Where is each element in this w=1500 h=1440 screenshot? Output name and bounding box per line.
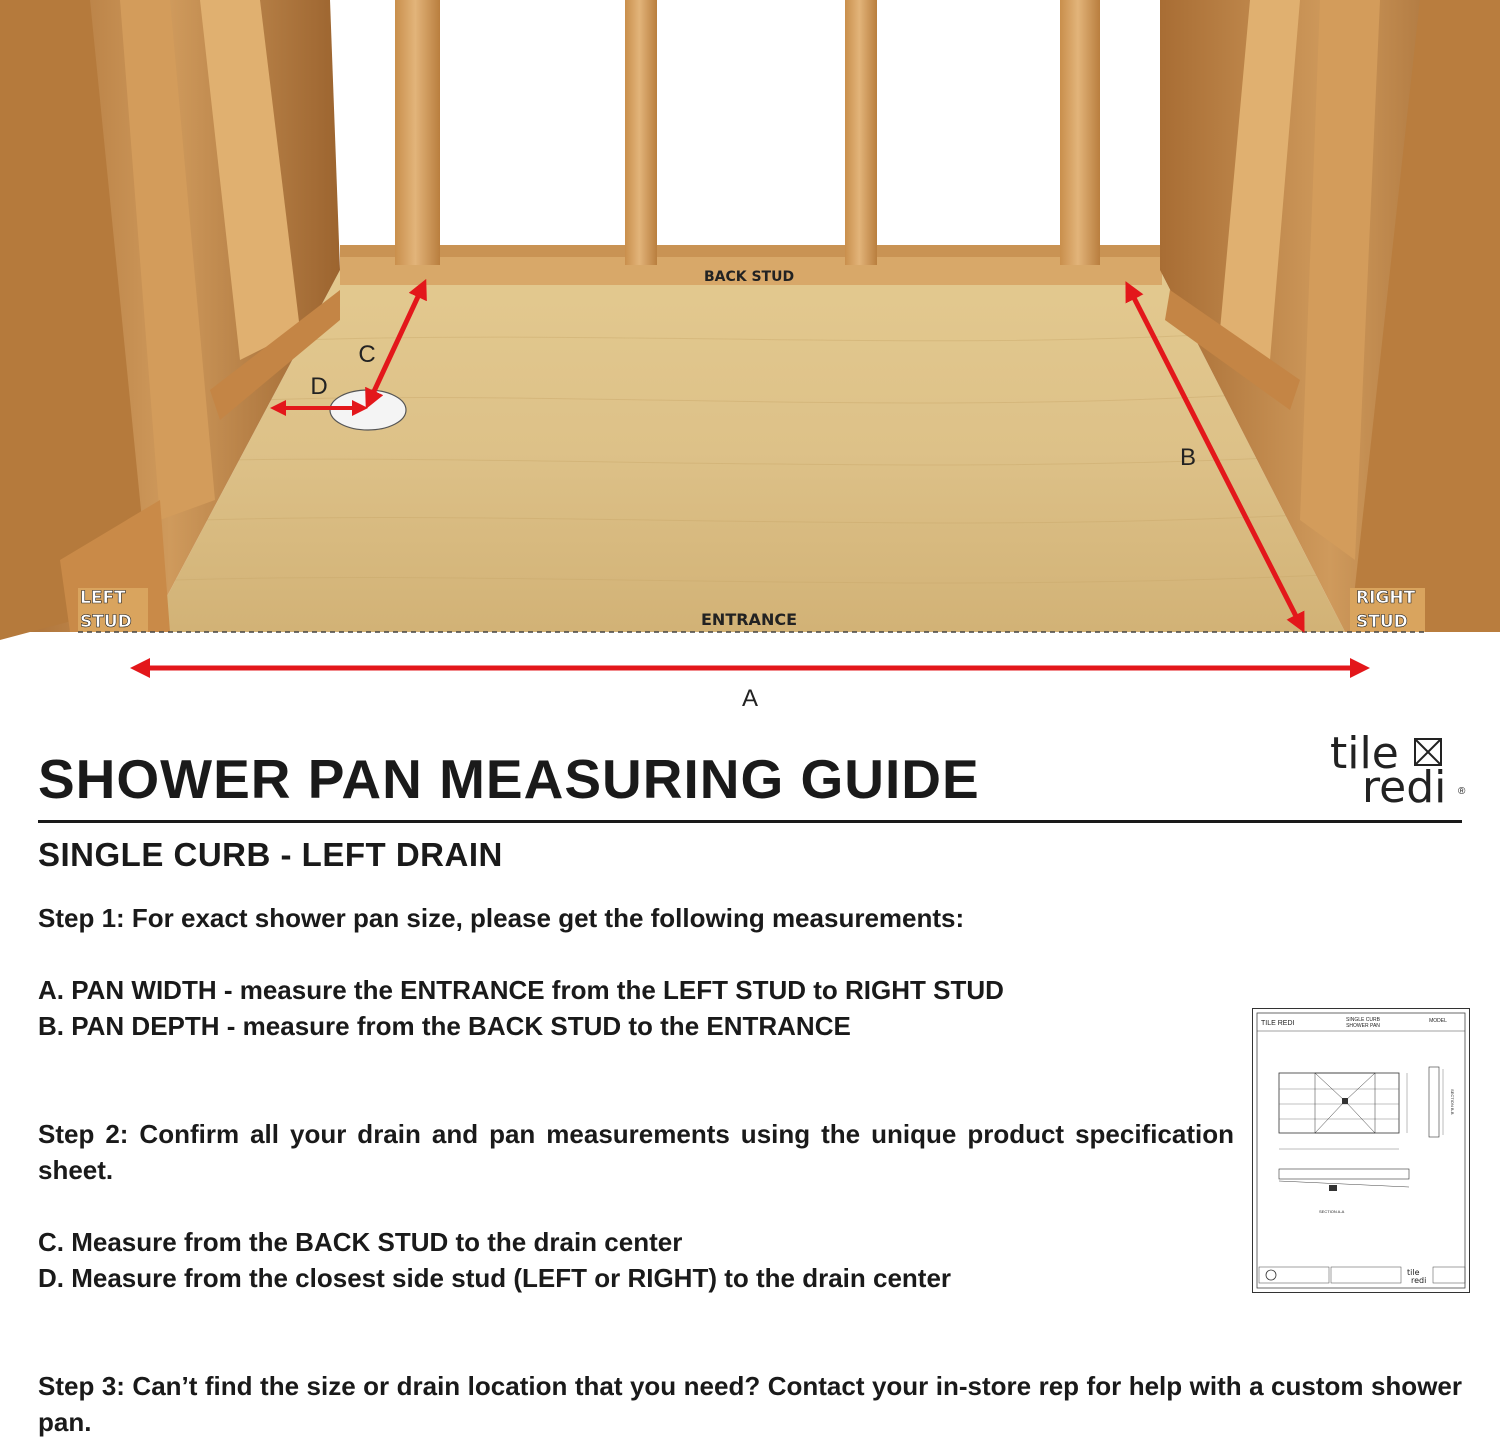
back-wall-stud — [1060, 0, 1100, 265]
page-title: SHOWER PAN MEASURING GUIDE — [38, 748, 980, 810]
entrance-label: ENTRANCE — [701, 610, 797, 629]
label-d: D — [310, 373, 328, 400]
step-a-rest: - measure the ENTRANCE from the LEFT STUD to RIGHT STUD — [216, 975, 1004, 1005]
spec-sheet-drawing — [1253, 1009, 1469, 1292]
certification-icon — [1266, 1270, 1276, 1280]
step-3: Step 3: Can’t find the size or drain location that you need? Contact your in-store rep for help with a custom shower pan. — [38, 1371, 1462, 1437]
step-a-prefix: A. — [38, 975, 72, 1005]
spec-title-2: SHOWER PAN — [1346, 1023, 1380, 1029]
back-wall-stud — [845, 0, 877, 265]
step-c-line: C. Measure from the BACK STUD to the drain center — [38, 1227, 683, 1257]
spec-brand: TILE REDI — [1261, 1020, 1295, 1027]
step-a-line — [38, 972, 1004, 1008]
left-stud-label-2: STUD — [80, 612, 132, 632]
spec-logo-top: tile — [1407, 1268, 1420, 1277]
label-b: B — [1179, 444, 1197, 471]
right-stud-label-1: RIGHT — [1356, 588, 1416, 608]
title-divider — [38, 820, 1462, 823]
step-a-bold: PAN WIDTH — [71, 975, 217, 1005]
spec-section-b: SECTION B-B — [1450, 1089, 1455, 1115]
spec-sheet-thumbnail — [1252, 1008, 1470, 1293]
step-b-bold: PAN DEPTH — [71, 1011, 220, 1041]
label-a: A — [741, 685, 759, 712]
spec-model-label: MODEL — [1429, 1018, 1447, 1024]
step-d-line: D. Measure from the closest side stud (LEFT or RIGHT) to the drain center — [38, 1263, 952, 1293]
page-subtitle: SINGLE CURB - LEFT DRAIN — [38, 836, 503, 873]
left-stud-label-1: LEFT — [80, 588, 126, 608]
right-stud-label-2: STUD — [1356, 612, 1408, 632]
spec-title-1: SINGLE CURB — [1346, 1017, 1380, 1023]
back-wall-stud — [625, 0, 657, 265]
logo-word-bottom: redi — [1362, 762, 1447, 813]
step-2: Step 2: Confirm all your drain and pan measurements using the unique product specification sheet. — [38, 1119, 1234, 1185]
label-c: C — [358, 341, 376, 368]
step-b-prefix: B. — [38, 1011, 72, 1041]
tile-redi-logo — [1330, 728, 1466, 813]
step-b-rest: - measure from the BACK STUD to the ENTRANCE — [219, 1011, 851, 1041]
spec-section-a: SECTION A-A — [1319, 1209, 1345, 1214]
step-1: Step 1: For exact shower pan size, please get the following measurements: — [38, 903, 965, 933]
back-wall-stud — [395, 0, 440, 265]
step-b-line — [38, 1008, 851, 1044]
spec-logo-bottom: redi — [1411, 1276, 1427, 1285]
logo-word-top: tile — [1330, 728, 1399, 779]
back-stud-label: BACK STUD — [703, 269, 795, 285]
registered-mark: ® — [1458, 786, 1466, 797]
